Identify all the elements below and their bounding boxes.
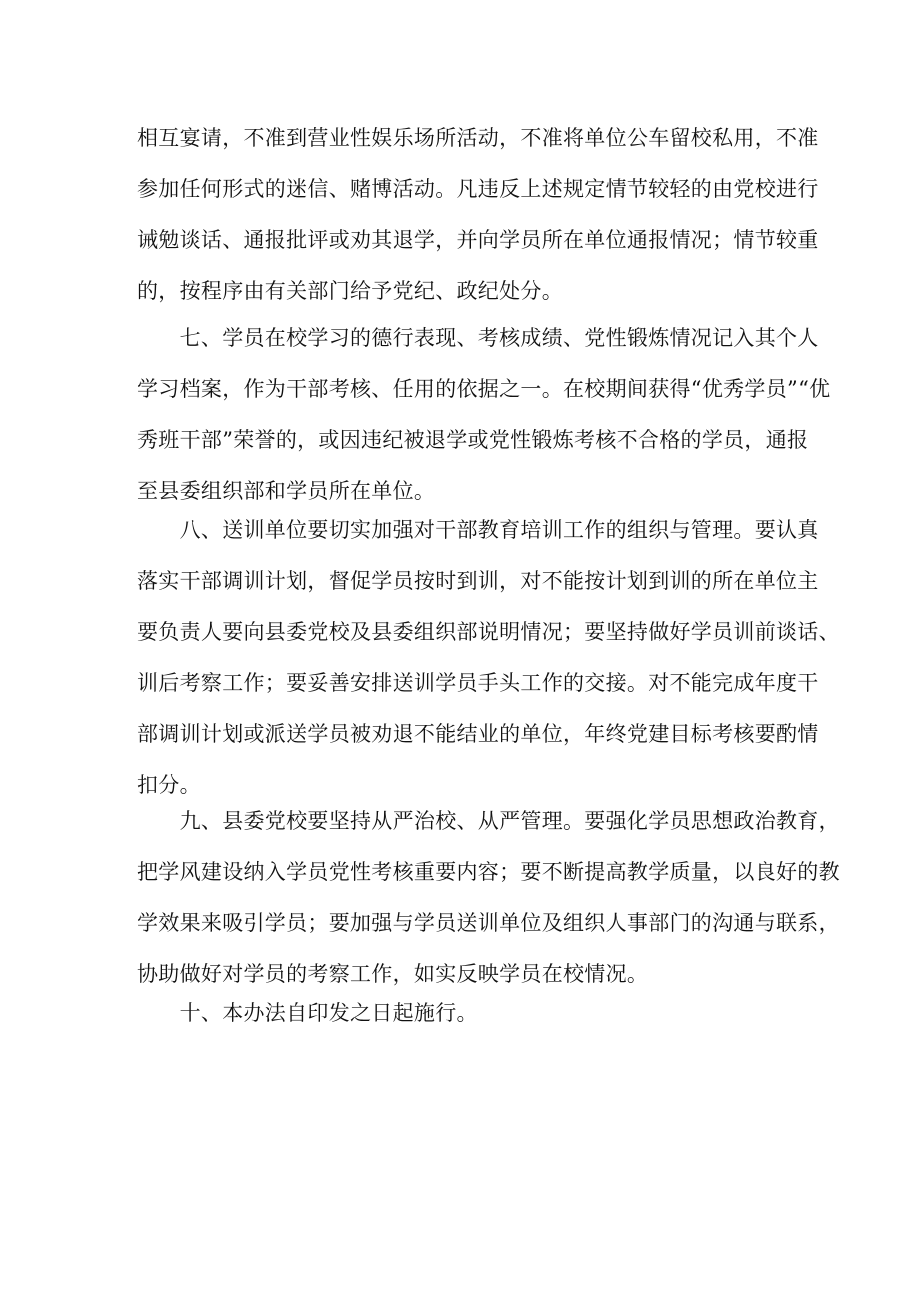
text-line: 要负责人要向县委党校及县委组织部说明情况；要坚持做好学员训前谈话、 <box>137 620 840 644</box>
paragraph-rule-7 <box>137 313 831 517</box>
text-line: 诫勉谈话、通报批评或劝其退学，并向学员所在单位通报情况；情节较重 <box>137 228 819 252</box>
text-line: 落实干部调训计划，督促学员按时到训，对不能按计划到训的所在单位主 <box>137 569 819 593</box>
text-line: 至县委组织部和学员所在单位。 <box>137 479 436 503</box>
text-line: 协助做好对学员的考察工作，如实反映学员在校情况。 <box>137 962 649 986</box>
text-line: 十、本办法自印发之日起施行。 <box>137 1001 478 1025</box>
text-line: 训后考察工作；要妥善安排送训学员手头工作的交接。对不能完成年度干 <box>137 671 819 695</box>
text-line: 参加任何形式的迷信、赌博活动。凡违反上述规定情节较轻的由党校进行 <box>137 177 819 201</box>
text-line: 扣分。 <box>137 773 201 797</box>
paragraph-rule-8 <box>137 505 840 811</box>
text-line: 八、送训单位要切实加强对干部教育培训工作的组织与管理。要认真 <box>137 518 819 542</box>
paragraph-rule-9 <box>137 796 840 1000</box>
text-line: 把学风建设纳入学员党性考核重要内容；要不断提高教学质量，以良好的教 <box>137 860 840 884</box>
text-line: 秀班干部”荣誉的，或因违纪被退学或党性锻炼考核不合格的学员，通报 <box>137 428 809 452</box>
paragraph-continued-rule-6 <box>137 113 819 317</box>
text-line: 相互宴请，不准到营业性娱乐场所活动，不准将单位公车留校私用，不准 <box>137 126 819 150</box>
text-line: 七、学员在校学习的德行表现、考核成绩、党性锻炼情况记入其个人 <box>137 326 819 350</box>
text-line: 学效果来吸引学员；要加强与学员送训单位及组织人事部门的沟通与联系， <box>137 911 840 935</box>
paragraph-rule-10 <box>137 988 787 1039</box>
text-line: 部调训计划或派送学员被劝退不能结业的单位，年终党建目标考核要酌情 <box>137 722 819 746</box>
text-line: 九、县委党校要坚持从严治校、从严管理。要强化学员思想政治教育， <box>137 809 840 833</box>
text-line: 的，按程序由有关部门给予党纪、政纪处分。 <box>137 279 563 303</box>
text-line: 学习档案，作为干部考核、任用的依据之一。在校期间获得“优秀学员”“优 <box>137 377 831 401</box>
